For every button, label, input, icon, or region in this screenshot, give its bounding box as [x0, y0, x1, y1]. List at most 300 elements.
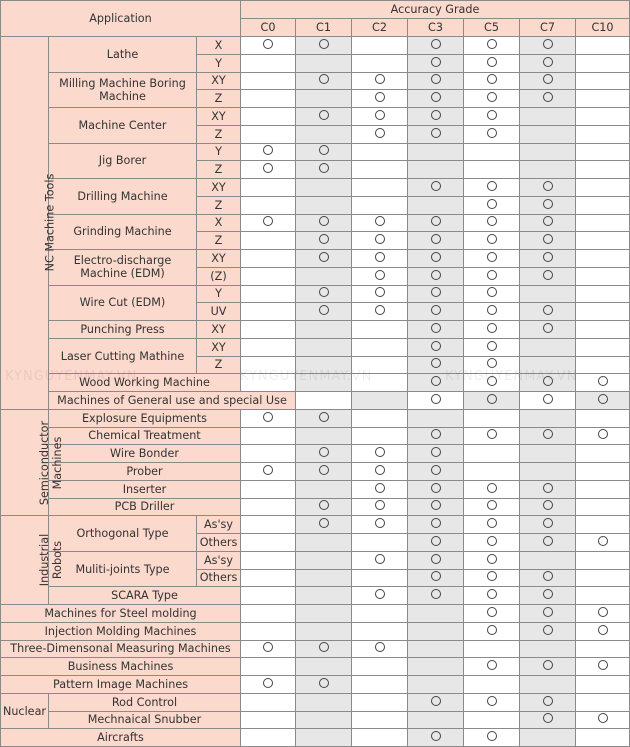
grade-cell-c0 [241, 37, 296, 55]
circle-mark-icon [487, 500, 497, 510]
grade-cell-c7 [520, 250, 576, 268]
grade-header-c10: C10 [576, 19, 630, 37]
grade-cell-c3 [408, 108, 464, 126]
circle-mark-icon [487, 358, 497, 368]
axis-cell: XY [197, 321, 241, 339]
grade-cell-c0 [241, 232, 296, 250]
table-row [1, 463, 630, 481]
circle-mark-icon [431, 270, 441, 280]
grade-cell-c2 [352, 72, 408, 90]
grade-cell-c10 [576, 711, 630, 729]
grade-cell-c5 [464, 37, 520, 55]
grade-cell-c5 [464, 267, 520, 285]
grade-cell-c0 [241, 214, 296, 232]
grade-header-c2: C2 [352, 19, 408, 37]
grade-cell-c7 [520, 196, 576, 214]
grade-cell-c5 [464, 711, 520, 729]
grade-cell-c2 [352, 37, 408, 55]
circle-mark-icon [263, 163, 273, 173]
grade-cell-c2 [352, 161, 408, 179]
circle-mark-icon [319, 234, 329, 244]
table-row [1, 338, 630, 356]
grade-cell-c0 [241, 108, 296, 126]
grade-cell-c3 [408, 321, 464, 339]
circle-mark-icon [431, 323, 441, 333]
circle-mark-icon [375, 589, 385, 599]
grade-cell-c3 [408, 445, 464, 463]
grade-cell-c3 [408, 534, 464, 552]
grade-cell-c7 [520, 267, 576, 285]
axis-cell: Others [197, 569, 241, 587]
grade-cell-c2 [352, 143, 408, 161]
circle-mark-icon [487, 74, 497, 84]
grade-cell-c3 [408, 125, 464, 143]
grade-cell-c5 [464, 658, 520, 676]
grade-cell-c5 [464, 480, 520, 498]
grade-cell-c5 [464, 90, 520, 108]
axis-cell: Y [197, 54, 241, 72]
circle-mark-icon [319, 447, 329, 457]
grade-cell-c1 [296, 143, 352, 161]
grade-cell-c1 [296, 161, 352, 179]
grade-cell-c5 [464, 250, 520, 268]
table-header [1, 1, 630, 37]
grade-cell-c2 [352, 551, 408, 569]
grade-cell-c5 [464, 605, 520, 623]
grade-cell-c3 [408, 711, 464, 729]
circle-mark-icon [543, 518, 553, 528]
circle-mark-icon [487, 252, 497, 262]
grade-cell-c7 [520, 463, 576, 481]
application-cell: Mechnaical Snubber [49, 711, 241, 729]
circle-mark-icon [598, 429, 608, 439]
grade-cell-c5 [464, 214, 520, 232]
grade-cell-c1 [296, 445, 352, 463]
grade-cell-c0 [241, 622, 296, 640]
group-label-line: Industrial [38, 533, 51, 587]
grade-cell-c0 [241, 551, 296, 569]
grade-cell-c3 [408, 214, 464, 232]
grade-cell-c1 [296, 551, 352, 569]
grade-cell-c5 [464, 125, 520, 143]
grade-cell-c3 [408, 90, 464, 108]
grade-cell-c0 [241, 285, 296, 303]
circle-mark-icon [319, 465, 329, 475]
circle-mark-icon [319, 163, 329, 173]
axis-cell: Others [197, 534, 241, 552]
grade-cell-c5 [464, 409, 520, 427]
group-label-line: Semiconductor [38, 420, 51, 505]
grade-cell-c0 [241, 267, 296, 285]
grade-cell-c7 [520, 214, 576, 232]
grade-cell-c1 [296, 711, 352, 729]
grade-cell-c7 [520, 534, 576, 552]
axis-cell: XY [197, 72, 241, 90]
application-cell: Machine Center [49, 108, 197, 144]
circle-mark-icon [487, 554, 497, 564]
axis-cell: Z [197, 90, 241, 108]
circle-mark-icon [543, 74, 553, 84]
grade-cell-c0 [241, 374, 296, 392]
grade-cell-c10 [576, 498, 630, 516]
circle-mark-icon [487, 376, 497, 386]
circle-mark-icon [431, 57, 441, 67]
circle-mark-icon [319, 145, 329, 155]
circle-mark-icon [487, 660, 497, 670]
grade-cell-c10 [576, 551, 630, 569]
grade-cell-c3 [408, 409, 464, 427]
circle-mark-icon [487, 589, 497, 599]
circle-mark-icon [487, 181, 497, 191]
grade-cell-c3 [408, 232, 464, 250]
circle-mark-icon [431, 696, 441, 706]
grade-cell-c2 [352, 640, 408, 658]
grade-cell-c1 [296, 480, 352, 498]
table-row [1, 640, 630, 658]
axis-cell: Z [197, 356, 241, 374]
grade-header-c3: C3 [408, 19, 464, 37]
circle-mark-icon [598, 394, 608, 404]
grade-cell-c1 [296, 125, 352, 143]
grade-cell-c10 [576, 125, 630, 143]
circle-mark-icon [598, 376, 608, 386]
grade-cell-c0 [241, 569, 296, 587]
grade-cell-c5 [464, 569, 520, 587]
grade-cell-c1 [296, 54, 352, 72]
grade-cell-c2 [352, 356, 408, 374]
circle-mark-icon [431, 287, 441, 297]
grade-cell-c2 [352, 587, 408, 605]
grade-cell-c10 [576, 463, 630, 481]
grade-cell-c3 [408, 640, 464, 658]
circle-mark-icon [431, 305, 441, 315]
grade-cell-c10 [576, 622, 630, 640]
grade-cell-c5 [520, 392, 576, 410]
grade-cell-c10 [576, 480, 630, 498]
axis-cell: XY [197, 179, 241, 197]
grade-cell-c2 [352, 569, 408, 587]
grade-cell-c10 [576, 374, 630, 392]
table-row [1, 321, 630, 339]
grade-cell-c1 [296, 640, 352, 658]
circle-mark-icon [375, 642, 385, 652]
grade-cell-c3 [408, 729, 464, 747]
table-row [1, 409, 630, 427]
grade-cell-c1 [296, 374, 352, 392]
grade-cell-c7 [520, 179, 576, 197]
grade-cell-c10 [576, 640, 630, 658]
grade-cell-c2 [352, 90, 408, 108]
circle-mark-icon [487, 92, 497, 102]
circle-mark-icon [543, 323, 553, 333]
grade-cell-c3 [408, 196, 464, 214]
table-row [1, 498, 630, 516]
grade-cell-c10 [576, 143, 630, 161]
table-row [1, 480, 630, 498]
grade-cell-c3 [408, 587, 464, 605]
axis-cell: As'sy [197, 516, 241, 534]
grade-cell-c1 [296, 427, 352, 445]
grade-cell-c5 [464, 54, 520, 72]
grade-cell-c1 [352, 392, 408, 410]
circle-mark-icon [543, 713, 553, 723]
grade-cell-c5 [464, 587, 520, 605]
grade-cell-c2 [352, 338, 408, 356]
grade-cell-c7 [520, 658, 576, 676]
grade-cell-c5 [464, 72, 520, 90]
table-row [1, 676, 630, 694]
circle-mark-icon [431, 589, 441, 599]
grade-cell-c10 [576, 409, 630, 427]
circle-mark-icon [431, 74, 441, 84]
grade-cell-c7 [520, 729, 576, 747]
circle-mark-icon [543, 394, 553, 404]
circle-mark-icon [543, 607, 553, 617]
application-cell: Milling Machine Boring Machine [49, 72, 197, 108]
grade-cell-c10 [576, 37, 630, 55]
circle-mark-icon [431, 465, 441, 475]
grade-cell-c10 [576, 534, 630, 552]
circle-mark-icon [263, 412, 273, 422]
grade-cell-c2 [352, 409, 408, 427]
group-label-semi [1, 409, 64, 516]
grade-cell-c3 [408, 179, 464, 197]
axis-cell: X [197, 214, 241, 232]
grade-cell-c3 [408, 250, 464, 268]
grade-cell-c10 [576, 232, 630, 250]
table-row [1, 587, 630, 605]
grade-cell-c7 [520, 427, 576, 445]
circle-mark-icon [431, 554, 441, 564]
grade-cell-c10 [576, 108, 630, 126]
grade-cell-c10 [576, 445, 630, 463]
circle-mark-icon [431, 110, 441, 120]
grade-cell-c2 [352, 622, 408, 640]
grade-cell-c1 [296, 356, 352, 374]
circle-mark-icon [319, 678, 329, 688]
grade-cell-c5 [464, 285, 520, 303]
grade-cell-c7 [520, 232, 576, 250]
grade-cell-c0 [241, 463, 296, 481]
grade-cell-c5 [464, 374, 520, 392]
grade-cell-c7 [520, 108, 576, 126]
grade-cell-c7 [520, 676, 576, 694]
table-row [1, 729, 630, 747]
grade-cell-c2 [352, 250, 408, 268]
circle-mark-icon [375, 447, 385, 457]
table-row [1, 72, 630, 90]
grade-cell-c7 [520, 143, 576, 161]
axis-cell: Y [197, 285, 241, 303]
circle-mark-icon [487, 518, 497, 528]
grade-cell-c2 [352, 179, 408, 197]
application-cell: Electro-discharge Machine (EDM) [49, 250, 197, 286]
circle-mark-icon [431, 376, 441, 386]
circle-mark-icon [543, 181, 553, 191]
grade-cell-c7 [520, 445, 576, 463]
grade-cell-c10 [576, 658, 630, 676]
circle-mark-icon [375, 554, 385, 564]
grade-cell-c1 [296, 569, 352, 587]
circle-mark-icon [487, 625, 497, 635]
circle-mark-icon [319, 518, 329, 528]
grade-cell-c1 [296, 693, 352, 711]
grade-cell-c2 [352, 463, 408, 481]
grade-cell-c2 [352, 108, 408, 126]
circle-mark-icon [487, 216, 497, 226]
circle-mark-icon [263, 145, 273, 155]
grade-cell-c3 [408, 605, 464, 623]
grade-cell-c10 [576, 90, 630, 108]
grade-cell-c2 [352, 214, 408, 232]
grade-cell-c7 [520, 285, 576, 303]
circle-mark-icon [487, 57, 497, 67]
circle-mark-icon [431, 536, 441, 546]
application-cell: Drilling Machine [49, 179, 197, 215]
table-row [1, 37, 630, 55]
grade-cell-c3 [408, 356, 464, 374]
grade-cell-c1 [296, 409, 352, 427]
axis-cell: X [197, 37, 241, 55]
circle-mark-icon [543, 305, 553, 315]
grade-cell-c5 [464, 196, 520, 214]
grade-cell-c5 [464, 338, 520, 356]
table-row [1, 711, 630, 729]
grade-cell-c3 [408, 693, 464, 711]
grade-cell-c5 [464, 356, 520, 374]
circle-mark-icon [375, 128, 385, 138]
application-cell: Jig Borer [49, 143, 197, 179]
grade-cell-c7 [520, 72, 576, 90]
grade-cell-c5 [464, 693, 520, 711]
circle-mark-icon [375, 92, 385, 102]
grade-cell-c7 [520, 374, 576, 392]
grade-cell-c7 [520, 622, 576, 640]
grade-cell-c2 [352, 427, 408, 445]
grade-cell-c10 [576, 676, 630, 694]
circle-mark-icon [543, 234, 553, 244]
circle-mark-icon [375, 270, 385, 280]
axis-cell: XY [197, 250, 241, 268]
application-cell: Injection Molding Machines [1, 622, 241, 640]
circle-mark-icon [543, 500, 553, 510]
table-row [1, 427, 630, 445]
application-cell: Punching Press [49, 321, 197, 339]
application-cell: Grinding Machine [49, 214, 197, 250]
group-label-line: Robots [51, 540, 64, 580]
grade-cell-c3 [408, 516, 464, 534]
application-cell: Orthogonal Type [49, 516, 197, 552]
grade-cell-c10 [576, 605, 630, 623]
grade-cell-c1 [296, 587, 352, 605]
circle-mark-icon [319, 305, 329, 315]
grade-cell-c2 [352, 658, 408, 676]
grade-cell-c1 [296, 463, 352, 481]
grade-cell-c0 [296, 392, 352, 410]
grade-cell-c5 [464, 161, 520, 179]
grade-cell-c2 [352, 374, 408, 392]
grade-cell-c2 [352, 267, 408, 285]
circle-mark-icon [319, 74, 329, 84]
grade-cell-c10 [576, 516, 630, 534]
grade-cell-c0 [241, 693, 296, 711]
group-label-text: NC Machine Tools [43, 174, 57, 272]
application-cell: Prober [49, 463, 241, 481]
circle-mark-icon [263, 216, 273, 226]
grade-cell-c2 [352, 676, 408, 694]
circle-mark-icon [431, 128, 441, 138]
grade-cell-c7 [520, 569, 576, 587]
group-label-line: Machines [51, 436, 64, 489]
grade-cell-c0 [241, 605, 296, 623]
grade-cell-c3 [408, 676, 464, 694]
circle-mark-icon [431, 500, 441, 510]
grade-cell-c2 [352, 711, 408, 729]
grade-cell-c3 [408, 569, 464, 587]
grade-cell-c1 [296, 72, 352, 90]
grade-cell-c10 [576, 427, 630, 445]
circle-mark-icon [431, 731, 441, 741]
grade-cell-c1 [296, 321, 352, 339]
table-body [1, 37, 630, 747]
circle-mark-icon [487, 394, 497, 404]
circle-mark-icon [598, 660, 608, 670]
application-cell: Lathe [49, 37, 197, 73]
grade-cell-c0 [241, 480, 296, 498]
grade-cell-c0 [241, 179, 296, 197]
circle-mark-icon [487, 607, 497, 617]
application-cell: Rod Control [49, 693, 241, 711]
grade-cell-c7 [520, 125, 576, 143]
grade-cell-c5 [464, 676, 520, 694]
grade-cell-c3 [408, 143, 464, 161]
grade-cell-c0 [241, 676, 296, 694]
circle-mark-icon [263, 642, 273, 652]
grade-header-c1: C1 [296, 19, 352, 37]
grade-cell-c10 [576, 250, 630, 268]
grade-cell-c3 [408, 285, 464, 303]
application-cell: Machines of General use and special Use [49, 392, 296, 410]
grade-cell-c2 [352, 729, 408, 747]
grade-cell-c1 [296, 338, 352, 356]
table-row [1, 374, 630, 392]
grade-cell-c7 [520, 693, 576, 711]
grade-cell-c10 [576, 72, 630, 90]
circle-mark-icon [487, 199, 497, 209]
grade-cell-c1 [296, 232, 352, 250]
grade-cell-c3 [408, 161, 464, 179]
accuracy-grade-header: Accuracy Grade [241, 1, 630, 19]
circle-mark-icon [598, 713, 608, 723]
application-cell: Machines for Steel molding [1, 605, 241, 623]
grade-cell-c2 [352, 605, 408, 623]
grade-cell-c2 [408, 392, 464, 410]
grade-cell-c3 [464, 392, 520, 410]
circle-mark-icon [375, 216, 385, 226]
grade-cell-c3 [408, 374, 464, 392]
grade-cell-c10 [576, 569, 630, 587]
grade-cell-c3 [408, 267, 464, 285]
grade-cell-c7 [520, 54, 576, 72]
grade-cell-c3 [408, 427, 464, 445]
application-cell: Three-Dimensonal Measuring Machines [1, 640, 241, 658]
grade-cell-c0 [241, 711, 296, 729]
grade-cell-c1 [296, 179, 352, 197]
grade-cell-c3 [408, 498, 464, 516]
grade-cell-c7 [520, 480, 576, 498]
circle-mark-icon [431, 341, 441, 351]
group-label-nuclear: Nuclear [1, 693, 49, 729]
